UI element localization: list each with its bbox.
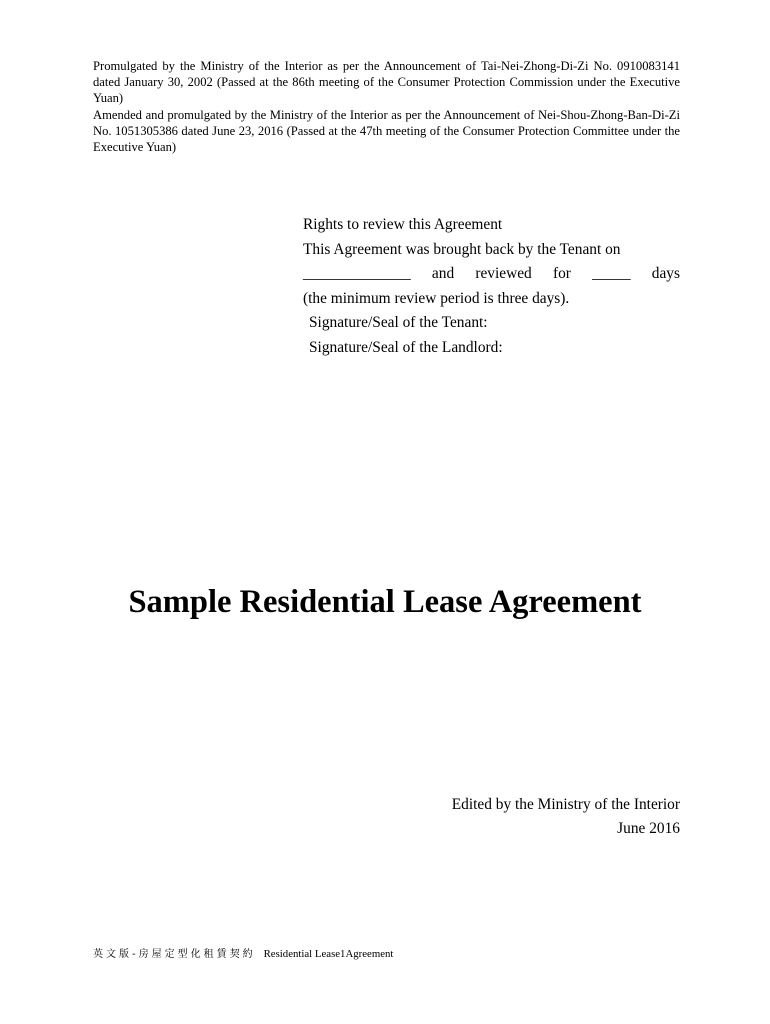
tenant-signature-label: Signature/Seal of the Tenant: (309, 314, 488, 331)
review-word-for: for (552, 265, 571, 282)
document-title: Sample Residential Lease Agreement (128, 584, 642, 620)
review-minimum-period-note: (the minimum review period is three days). (303, 289, 570, 307)
review-word-and: and (431, 265, 455, 282)
review-rights-heading: Rights to review this Agreement (303, 216, 503, 233)
review-date-blank: ______________ (303, 265, 411, 282)
review-word-reviewed: reviewed (475, 265, 532, 282)
footer-english-title: Residential Lease1Agreement (263, 948, 394, 960)
review-period-line (303, 262, 680, 287)
page-footer (93, 946, 393, 963)
promulgation-notes (93, 58, 680, 155)
editor-name: Edited by the Ministry of the Interior (451, 796, 680, 813)
footer-chinese-title: 英文版-房屋定型化租賃契約 (93, 949, 256, 960)
landlord-signature-label: Signature/Seal of the Landlord: (309, 338, 503, 356)
review-rights-section (303, 213, 680, 360)
promulgation-note-original: Promulgated by the Ministry of the Interior as per the Announcement of Tai-Nei-Zhong-Di-Zi No. 0910083141 dated January 30, 2002 (Passed at the 86th meeting of the Consumer Protection Commission under the Executive Yuan) (93, 59, 680, 106)
edition-date: June 2016 (617, 820, 680, 837)
review-brought-back-line: This Agreement was brought back by the Tenant on (303, 240, 621, 258)
editor-block (452, 793, 680, 841)
review-word-days: days (651, 265, 680, 282)
promulgation-note-amendment: Amended and promulgated by the Ministry of the Interior as per the Announcement of Nei-Shou-Zhong-Ban-Di-Zi No. 1051305386 dated June 23, 2016 (Passed at the 47th meeting of the Consumer Protection Committee under the Executive Yuan) (93, 107, 680, 155)
review-days-blank: _____ (592, 265, 631, 282)
